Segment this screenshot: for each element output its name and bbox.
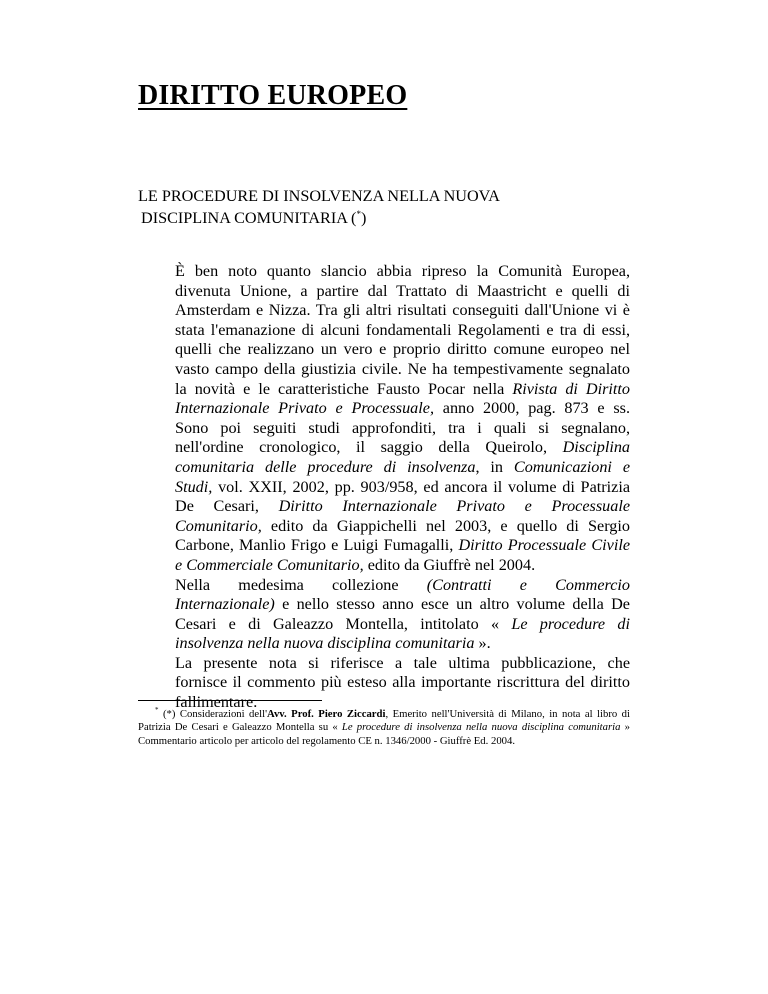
paragraph-2 <box>138 576 630 654</box>
document-title: DIRITTO EUROPEO <box>138 80 408 111</box>
text-line: De Cesari, Diritto Internazionale Privato e Processuale <box>175 497 630 516</box>
footnote-text: * (*) Considerazioni dell'Avv. Prof. Piero Ziccardi, Emerito nell'Università di Milano, in nota al libro di Patrizia De Cesari e Galeazzo Montella su « Le procedure di insolvenza nella nuova disciplina comunitaria » Commentario articolo per articolo del regolamento CE n. 1346/2000 - Giuffrè Ed. 2004. <box>138 706 631 747</box>
text-line: Internazionale Privato e Processuale, anno 2000, pag. 873 e ss. <box>175 399 631 418</box>
text-line: la novità e le caratteristiche Fausto Pocar nella Rivista di Diritto <box>175 379 631 398</box>
text-line: Amsterdam e Nizza. Tra gli altri risultati conseguiti dall'Unione vi è <box>175 301 630 320</box>
text-line: e Commerciale Comunitario, edito da Giuffrè nel 2004. <box>175 555 536 574</box>
article-heading <box>138 187 500 227</box>
text-line: stata l'emanazione di alcuni fondamentali Regolamenti e tra di essi, <box>175 320 630 339</box>
text-line: La presente nota si riferisce a tale ultima pubblicazione, che <box>175 653 630 672</box>
text-line: fallimentare. <box>175 693 258 712</box>
text-line: divenuta Unione, a partire dal Trattato di Maastricht e quelli di <box>175 281 630 300</box>
text-line: insolvenza nella nuova disciplina comunitaria ». <box>175 634 491 653</box>
text-line: Cesari e di Galeazzo Montella, intitolato « Le procedure di <box>175 614 630 633</box>
heading-line-1: LE PROCEDURE DI INSOLVENZA NELLA NUOVA <box>138 187 500 205</box>
paragraph-1 <box>138 262 630 576</box>
text-line: quelli che realizzano un vero e proprio diritto comune europeo nel <box>175 340 630 359</box>
footnote-mark: * <box>155 706 159 714</box>
text-line: Carbone, Manlio Frigo e Luigi Fumagalli, Diritto Processuale Civile <box>175 536 631 555</box>
text-line: Sono poi seguiti studi approfonditi, tra i quali si segnalano, <box>175 418 630 437</box>
footnote-separator <box>138 700 322 701</box>
footnote <box>138 704 630 748</box>
text-line: comunitaria delle procedure di insolvenza, in Comunicazioni e <box>175 457 631 476</box>
text-line: Internazionale) e nello stesso anno esce un altro volume della De <box>175 595 630 614</box>
text-line: Comunitario, edito da Giappichelli nel 2003, e quello di Sergio <box>175 516 630 535</box>
footnote-reference[interactable]: * <box>356 209 361 219</box>
text-line: È ben noto quanto slancio abbia ripreso la Comunità Europea, <box>175 262 630 280</box>
text-line: Studi, vol. XXII, 2002, pp. 903/958, ed ancora il volume di Patrizia <box>175 477 631 496</box>
article-body <box>138 262 630 713</box>
text-line: Nella medesima collezione (Contratti e Commercio <box>175 575 631 594</box>
text-line: vasto campo della giustizia civile. Ne ha tempestivamente segnalato <box>175 359 630 378</box>
heading-line-2: DISCIPLINA COMUNITARIA (*) <box>141 209 367 227</box>
text-line: nell'ordine cronologico, il saggio della Queirolo, Disciplina <box>175 438 631 457</box>
text-line: fornisce il commento più esteso alla importante riscrittura del diritto <box>175 673 630 692</box>
